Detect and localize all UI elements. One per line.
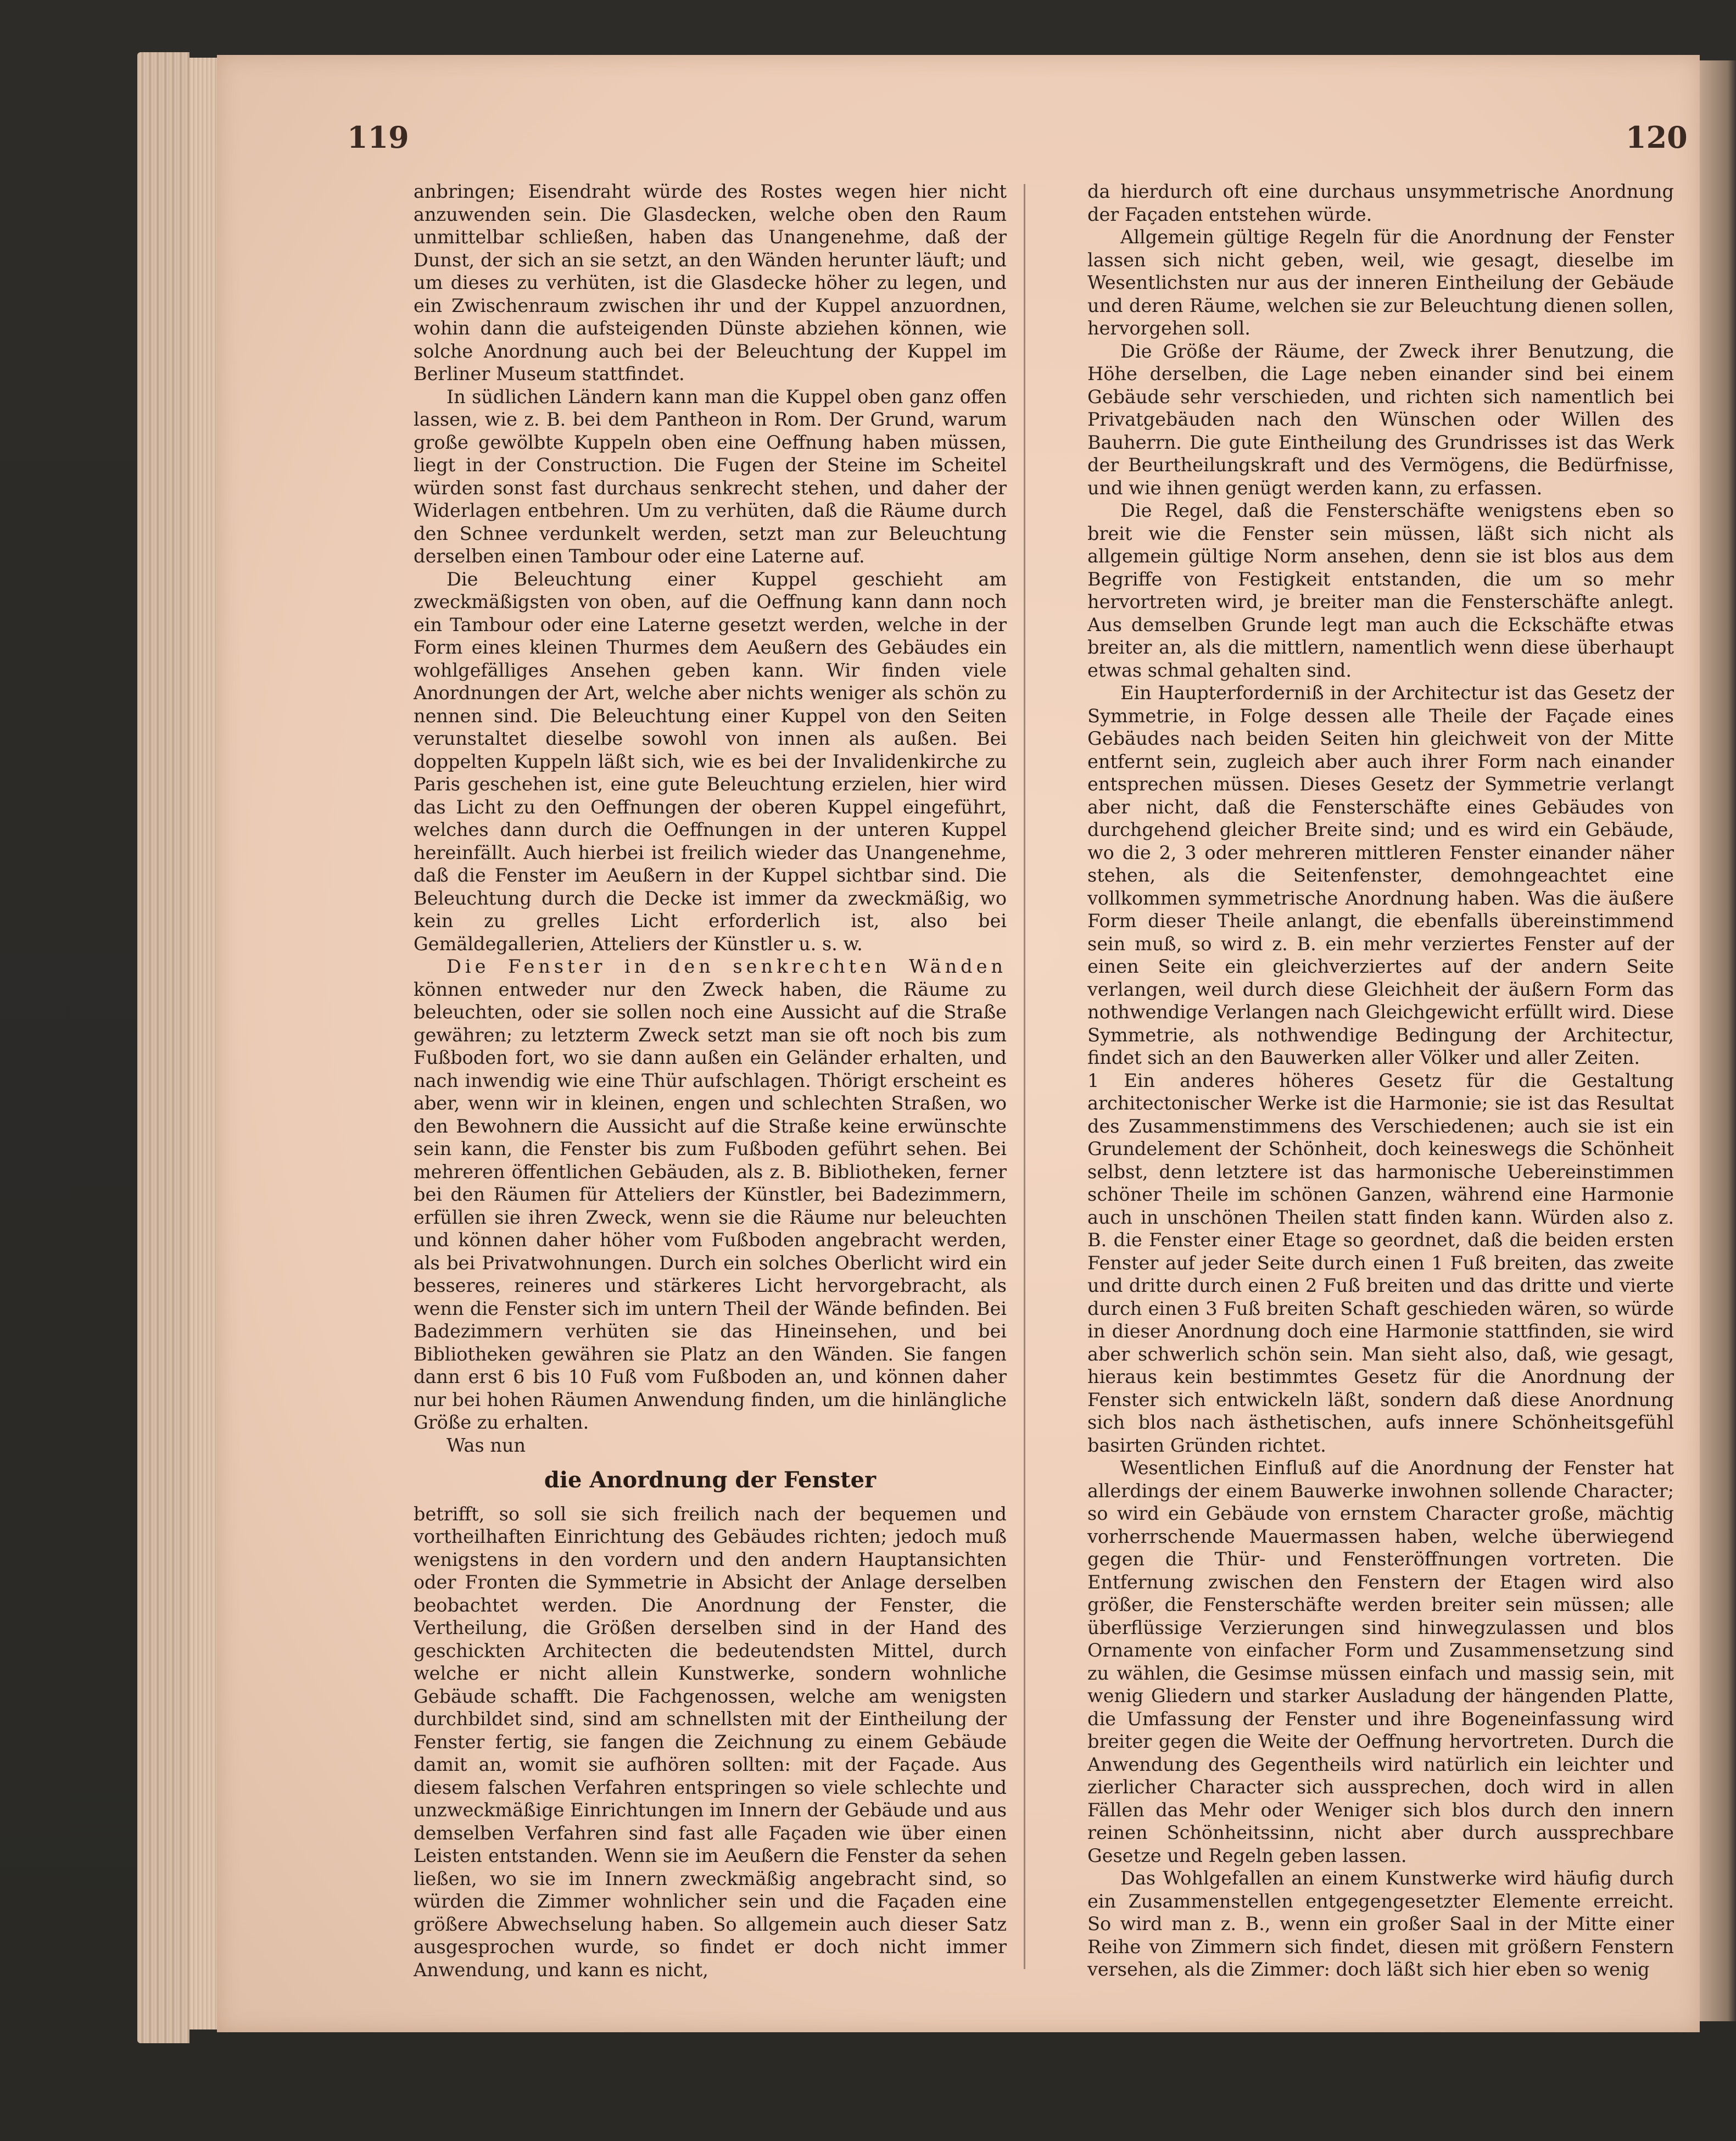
paragraph: anbringen; Eisendraht würde des Rostes wegen hier nicht anzuwenden sein. Die Glasdecken, welche oben den Raum unmittelbar schließen, haben das Unangenehme, daß der Dunst, der sich an sie setzt, an den Wänden herunter läuft; und um dieses zu verhüten, ist die Glasdecke höher zu legen, und ein Zwischenraum zwischen ihr und der Kuppel anzuordnen, wohin dann die aufsteigenden Dünste abziehen können, wie solche Anordnung auch bei der Beleuchtung der Kuppel im Berliner Museum stattfindet. — [414, 181, 1007, 384]
book-page-stack — [137, 52, 189, 2043]
page-fold-edge — [1694, 60, 1736, 2021]
paragraph: 1 Ein anderes höheres Gesetz für die Gestaltung architectonischer Werke ist die Harmonie; sie ist das Resultat des Zusammenstimmens des Verschiedenen; auch sie ist ein Grundelement der Schönheit, doch keineswegs die Schönheit selbst, denn letztere ist das harmonische Uebereinstimmen schöner Theile im schönen Ganzen, während eine Harmonie auch in unschönen Theilen statt finden kann. Würden also z. B. die Fenster einer Etage so geordnet, daß die beiden ersten Fenster auf jeder Seite durch einen 1 Fuß breiten, das zweite und dritte durch einen 2 Fuß breiten und das dritte und vierte durch einen 3 Fuß breiten Schaft geschieden wären, so würde in dieser Anordnung doch eine Harmonie stattfinden, sie wird aber schwerlich schön sein. Man sieht also, daß, wie gesagt, hieraus kein bestimmtes Gesetz für die Anordnung der Fenster sich entwickeln läßt, sondern daß diese Anordnung sich blos nach ästhetischen, aufs innere Schönheitsgefühl basirten Gründen richtet. — [1087, 1069, 1674, 1456]
text-column-left — [414, 180, 1007, 1981]
paragraph: betrifft, so soll sie sich freilich nach der bequemen und vortheilhaften Einrichtung des Gebäudes richten; jedoch muß wenigstens in den vordern und den andern Hauptansichten oder Fronten die Symmetrie in Absicht der Anlage derselben beobachtet werden. Die Anordnung der Fenster, die Vertheilung, die Größen derselben sind in der Hand des geschickten Architecten die bedeutendsten Mittel, durch welche er nicht allein Kunstwerke, sondern wohnliche Gebäude schafft. Die Fachgenossen, welche am wenigsten durchbildet sind, sind am schnellsten mit der Eintheilung der Fenster fertig, sie fangen die Zeichnung zu einem Gebäude damit an, womit sie aufhören sollten: mit der Façade. Aus diesem falschen Verfahren entspringen so viele schlechte und unzweckmäßige Einrichtungen im Innern der Gebäude und aus demselben Verfahren sind fast alle Façaden wie über einen Leisten entstanden. Wenn sie im Aeußern die Fenster da sehen ließen, wo sie im Innern zweckmäßig angebracht sind, so würden die Zimmer wohnlicher sein und die Façaden eine größere Abwechselung haben. So allgemein auch dieser Satz ausgesprochen wurde, so findet er doch nicht immer Anwendung, und kann es nicht, — [414, 1503, 1007, 1981]
text-column-right — [1087, 180, 1674, 1981]
paragraph: Was nun — [446, 1434, 526, 1456]
paragraph: Das Wohlgefallen an einem Kunstwerke wird häufig durch ein Zusammenstellen entgegengesetzter Elemente erreicht. So wird man z. B., wenn ein großer Saal in der Mitte einer Reihe von Zimmern sich findet, diesen mit größern Fenstern versehen, als die Zimmer: doch läßt sich hier eben so wenig — [1087, 1867, 1674, 1980]
section-heading: die Anordnung der Fenster — [544, 1467, 877, 1493]
page-number-right: 120 — [1626, 120, 1688, 155]
paragraph: Wesentlichen Einfluß auf die Anordnung der Fenster hat allerdings der einem Bauwerke inwohnen sollende Character; so wird ein Gebäude von ernstem Character große, mächtig vorherrschende Mauermassen haben, welche überwiegend gegen die Thür- und Fensteröffnungen vortreten. Die Entfernung zwischen den Fenstern der Etagen wird also größer, die Fensterschäfte werden breiter sein müssen; alle überflüssige Verzierungen sind hinwegzulassen und blos Ornamente von einfacher Form und Zusammensetzung sind zu wählen, die Gesimse müssen einfach und massig sein, mit wenig Gliedern und starker Ausladung der hängenden Platte, die Umfassung der Fenster und ihre Bogeneinfassung wird breiter gegen die Weite der Oeffnung hervortreten. Durch die Anwendung des Gegentheils wird natürlich ein leichter und zierlicher Character sich aussprechen, doch wird in allen Fällen das Mehr oder Weniger sich blos durch den innern reinen Schönheitssinn, nicht aber durch aussprechbare Gesetze und Regeln geben lassen. — [1087, 1457, 1674, 1866]
paragraph-text: können entweder nur den Zweck haben, die Räume zu beleuchten, oder sie sollen noch eine Aussicht auf die Straße gewähren; zu letzterm Zweck setzt man sie oft noch bis zum Fußboden fort, wo sie dann außen ein Geländer erhalten, und nach inwendig wie eine Thür aufschlagen. Thörigt erscheint es aber, wenn wir in kleinen, engen und schlechten Straßen, wo den Bewohnern die Aussicht auf die Straße keine erwünschte sein kann, die Fenster bis zum Fußboden geführt sehen. Bei mehreren öffentlichen Gebäuden, als z. B. Bibliotheken, ferner bei den Räumen für Atteliers der Künstler, bei Badezimmern, erfüllen sie ihren Zweck, wenn sie die Räume nur beleuchten und können daher höher vom Fußboden angebracht werden, als bei Privatwohnungen. Durch ein solches Oberlicht wird ein besseres, reineres und stärkeres Licht hervorgebracht, als wenn die Fenster sich im untern Theil der Wände befinden. Bei Badezimmern verhüten sie das Hineinsehen, und bei Bibliotheken gewähren sie Platz an den Wänden. Sie fangen dann erst 6 bis 10 Fuß vom Fußboden an, und können daher nur bei hohen Räumen Anwendung finden, um die hinlängliche Größe zu erhalten. — [414, 978, 1007, 1433]
column-divider — [1024, 184, 1025, 1969]
paragraph — [414, 955, 1007, 1434]
paragraph: Allgemein gültige Regeln für die Anordnung der Fenster lassen sich nicht geben, weil, wie gesagt, dieselbe im Wesentlichsten nur aus der inneren Eintheilung der Gebäude und deren Räume, welchen sie zur Beleuchtung dienen sollen, hervorgehen soll. — [1087, 226, 1674, 339]
paragraph: Die Regel, daß die Fensterschäfte wenigstens eben so breit wie die Fenster sein müssen, läßt sich nicht als allgemein gültige Norm ansehen, denn sie ist blos aus dem Begriffe von Festigkeit entstanden, die um so mehr hervortreten wird, je breiter man die Fensterschäfte anlegt. Aus demselben Grunde legt man auch die Eckschäfte etwas breiter an, als die mittlern, namentlich wenn diese überhaupt etwas schmal gehalten sind. — [1087, 500, 1674, 681]
page-number-left: 119 — [347, 120, 409, 155]
spaced-emphasis: Die Fenster in den senkrechten Wänden — [446, 956, 1007, 977]
paragraph: Ein Haupterforderniß in der Architectur ist das Gesetz der Symmetrie, in Folge dessen alle Theile der Façade eines Gebäudes nach beiden Seiten hin gleichweit von der Mitte entfernt sein, zugleich aber auch ihrer Form nach einander entsprechen müssen. Dieses Gesetz der Symmetrie verlangt aber nicht, daß die Fensterschäfte eines Gebäudes von durchgehend gleicher Breite sind; und es wird ein Gebäude, wo die 2, 3 oder mehreren mittleren Fenster einander näher stehen, als die Seitenfenster, demohngeachtet eine vollkommen symmetrische Anordnung haben. Was die äußere Form dieser Theile anlangt, die ebenfalls übereinstimmend sein muß, so wird z. B. ein mehr verziertes Fenster auf der einen Seite ein gleichverziertes auf der andern Seite verlangen, weil durch diese Gleichheit der äußern Form das nothwendige Verlangen nach Gleichgewicht erfüllt wird. Diese Symmetrie, als nothwendige Bedingung der Architectur, findet sich an den Bauwerken aller Völker und aller Zeiten. — [1087, 682, 1674, 1068]
paragraph: Die Größe der Räume, der Zweck ihrer Benutzung, die Höhe derselben, die Lage neben einander sind bei einem Gebäude sehr verschieden, und richten sich namentlich bei Privatgebäuden nach den Wünschen oder Willen des Bauherrn. Die gute Eintheilung des Grundrisses ist das Werk der Beurtheilungskraft und des Vermögens, die Bedürfnisse, und wie ihnen genügt werden kann, zu erfassen. — [1087, 340, 1674, 499]
paragraph: In südlichen Ländern kann man die Kuppel oben ganz offen lassen, wie z. B. bei dem Pantheon in Rom. Der Grund, warum große gewölbte Kuppeln oben eine Oeffnung haben müssen, liegt in der Construction. Die Fugen der Steine im Scheitel würden sonst fast durchaus senkrecht stehen, und daher der Widerlagen entbehren. Um zu verhüten, daß die Räume durch den Schnee verdunkelt werden, setzt man zur Beleuchtung derselben einen Tambour oder eine Laterne auf. — [414, 386, 1007, 567]
paragraph: Die Beleuchtung einer Kuppel geschieht am zweckmäßigsten von oben, auf die Oeffnung kann dann noch ein Tambour oder eine Laterne gesetzt werden, welche in der Form eines kleinen Thurmes dem Aeußern des Gebäudes ein wohlgefälliges Ansehen geben kann. Wir finden viele Anordnungen der Art, welche aber nichts weniger als schön zu nennen sind. Die Beleuchtung einer Kuppel von den Seiten verunstaltet dieselbe sowohl von innen als außen. Bei doppelten Kuppeln läßt sich, wie es bei der Invalidenkirche zu Paris geschehen ist, eine gute Beleuchtung erzielen, hier wird das Licht zu den Oeffnungen der oberen Kuppel eingeführt, welches dann durch die Oeffnungen in der unteren Kuppel hereinfällt. Auch hierbei ist freilich wieder das Unangenehme, daß die Fenster im Aeußern in der Kuppel sichtbar sind. Die Beleuchtung durch die Decke ist immer da zweckmäßig, wo kein zu grelles Licht erforderlich ist, also bei Gemäldegallerien, Atteliers der Künstler u. s. w. — [414, 568, 1007, 955]
paragraph: da hierdurch oft eine durchaus unsymmetrische Anordnung der Façaden entstehen würde. — [1087, 181, 1674, 225]
